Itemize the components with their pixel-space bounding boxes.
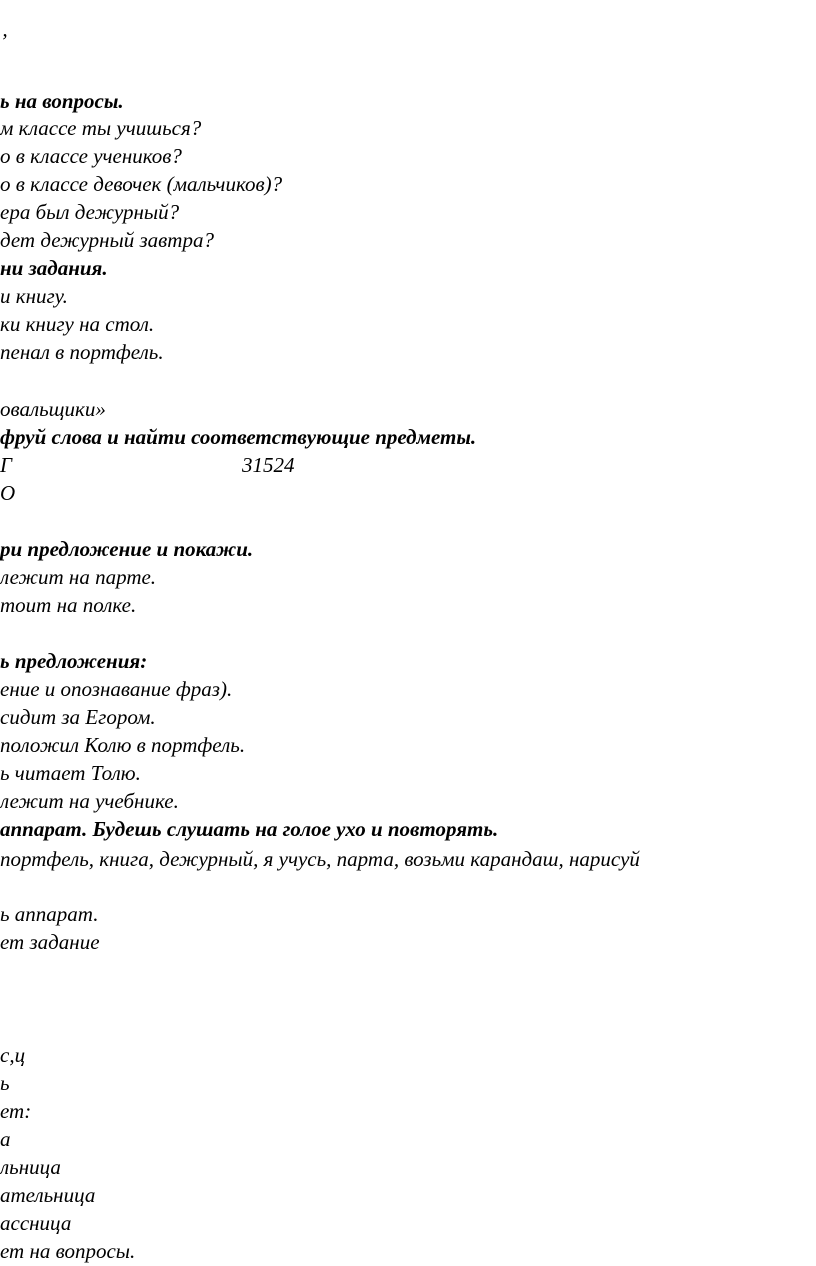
- heading-read-sentence: ри предложение и покажи.: [0, 537, 254, 561]
- text-line: ет на вопросы.: [0, 1239, 136, 1263]
- text-line: ет:: [0, 1099, 32, 1123]
- text-line: ки книгу на стол.: [0, 312, 155, 336]
- text-line-letter: Г: [0, 453, 12, 477]
- cipher-number: 31524: [242, 453, 295, 477]
- text-line: тоит на полке.: [0, 593, 137, 617]
- text-line: с,ц: [0, 1043, 26, 1067]
- text-line: дет дежурный завтра?: [0, 228, 214, 252]
- text-line: м классе ты учишься?: [0, 116, 202, 140]
- heading-answer-questions: ь на вопросы.: [0, 89, 124, 113]
- text-line: ение и опознавание фраз).: [0, 677, 233, 701]
- text-line: ет задание: [0, 930, 100, 954]
- heading-tasks: ни задания.: [0, 256, 108, 280]
- text-line-mark: ʼ: [0, 29, 7, 53]
- heading-decipher-words: фруй слова и найти соответствующие предметы.: [0, 425, 477, 449]
- text-line: ь: [0, 1071, 10, 1095]
- text-line: положил Колю в портфель.: [0, 733, 246, 757]
- text-line: о в классе девочек (мальчиков)?: [0, 172, 283, 196]
- text-line-word-list: портфель, книга, дежурный, я учусь, парта, возьми карандаш, нарисуй: [0, 847, 640, 871]
- text-line: ательница: [0, 1183, 96, 1207]
- text-line: льница: [0, 1155, 61, 1179]
- text-line-letter: О: [0, 481, 16, 505]
- text-line: о в классе учеников?: [0, 144, 182, 168]
- text-line: ассница: [0, 1211, 72, 1235]
- heading-apparatus: аппарат. Будешь слушать на голое ухо и повторять.: [0, 817, 499, 841]
- text-line: пенал в портфель.: [0, 340, 164, 364]
- text-line: сидит за Егором.: [0, 705, 156, 729]
- text-line: лежит на парте.: [0, 565, 157, 589]
- text-line: лежит на учебнике.: [0, 789, 179, 813]
- text-line: а: [0, 1127, 11, 1151]
- text-line: и книгу.: [0, 284, 68, 308]
- text-line: ь читает Толю.: [0, 761, 141, 785]
- text-line-title: овальщики»: [0, 397, 106, 421]
- text-line: ь аппарат.: [0, 902, 99, 926]
- heading-sentences: ь предложения:: [0, 649, 148, 673]
- text-line: ера был дежурный?: [0, 200, 180, 224]
